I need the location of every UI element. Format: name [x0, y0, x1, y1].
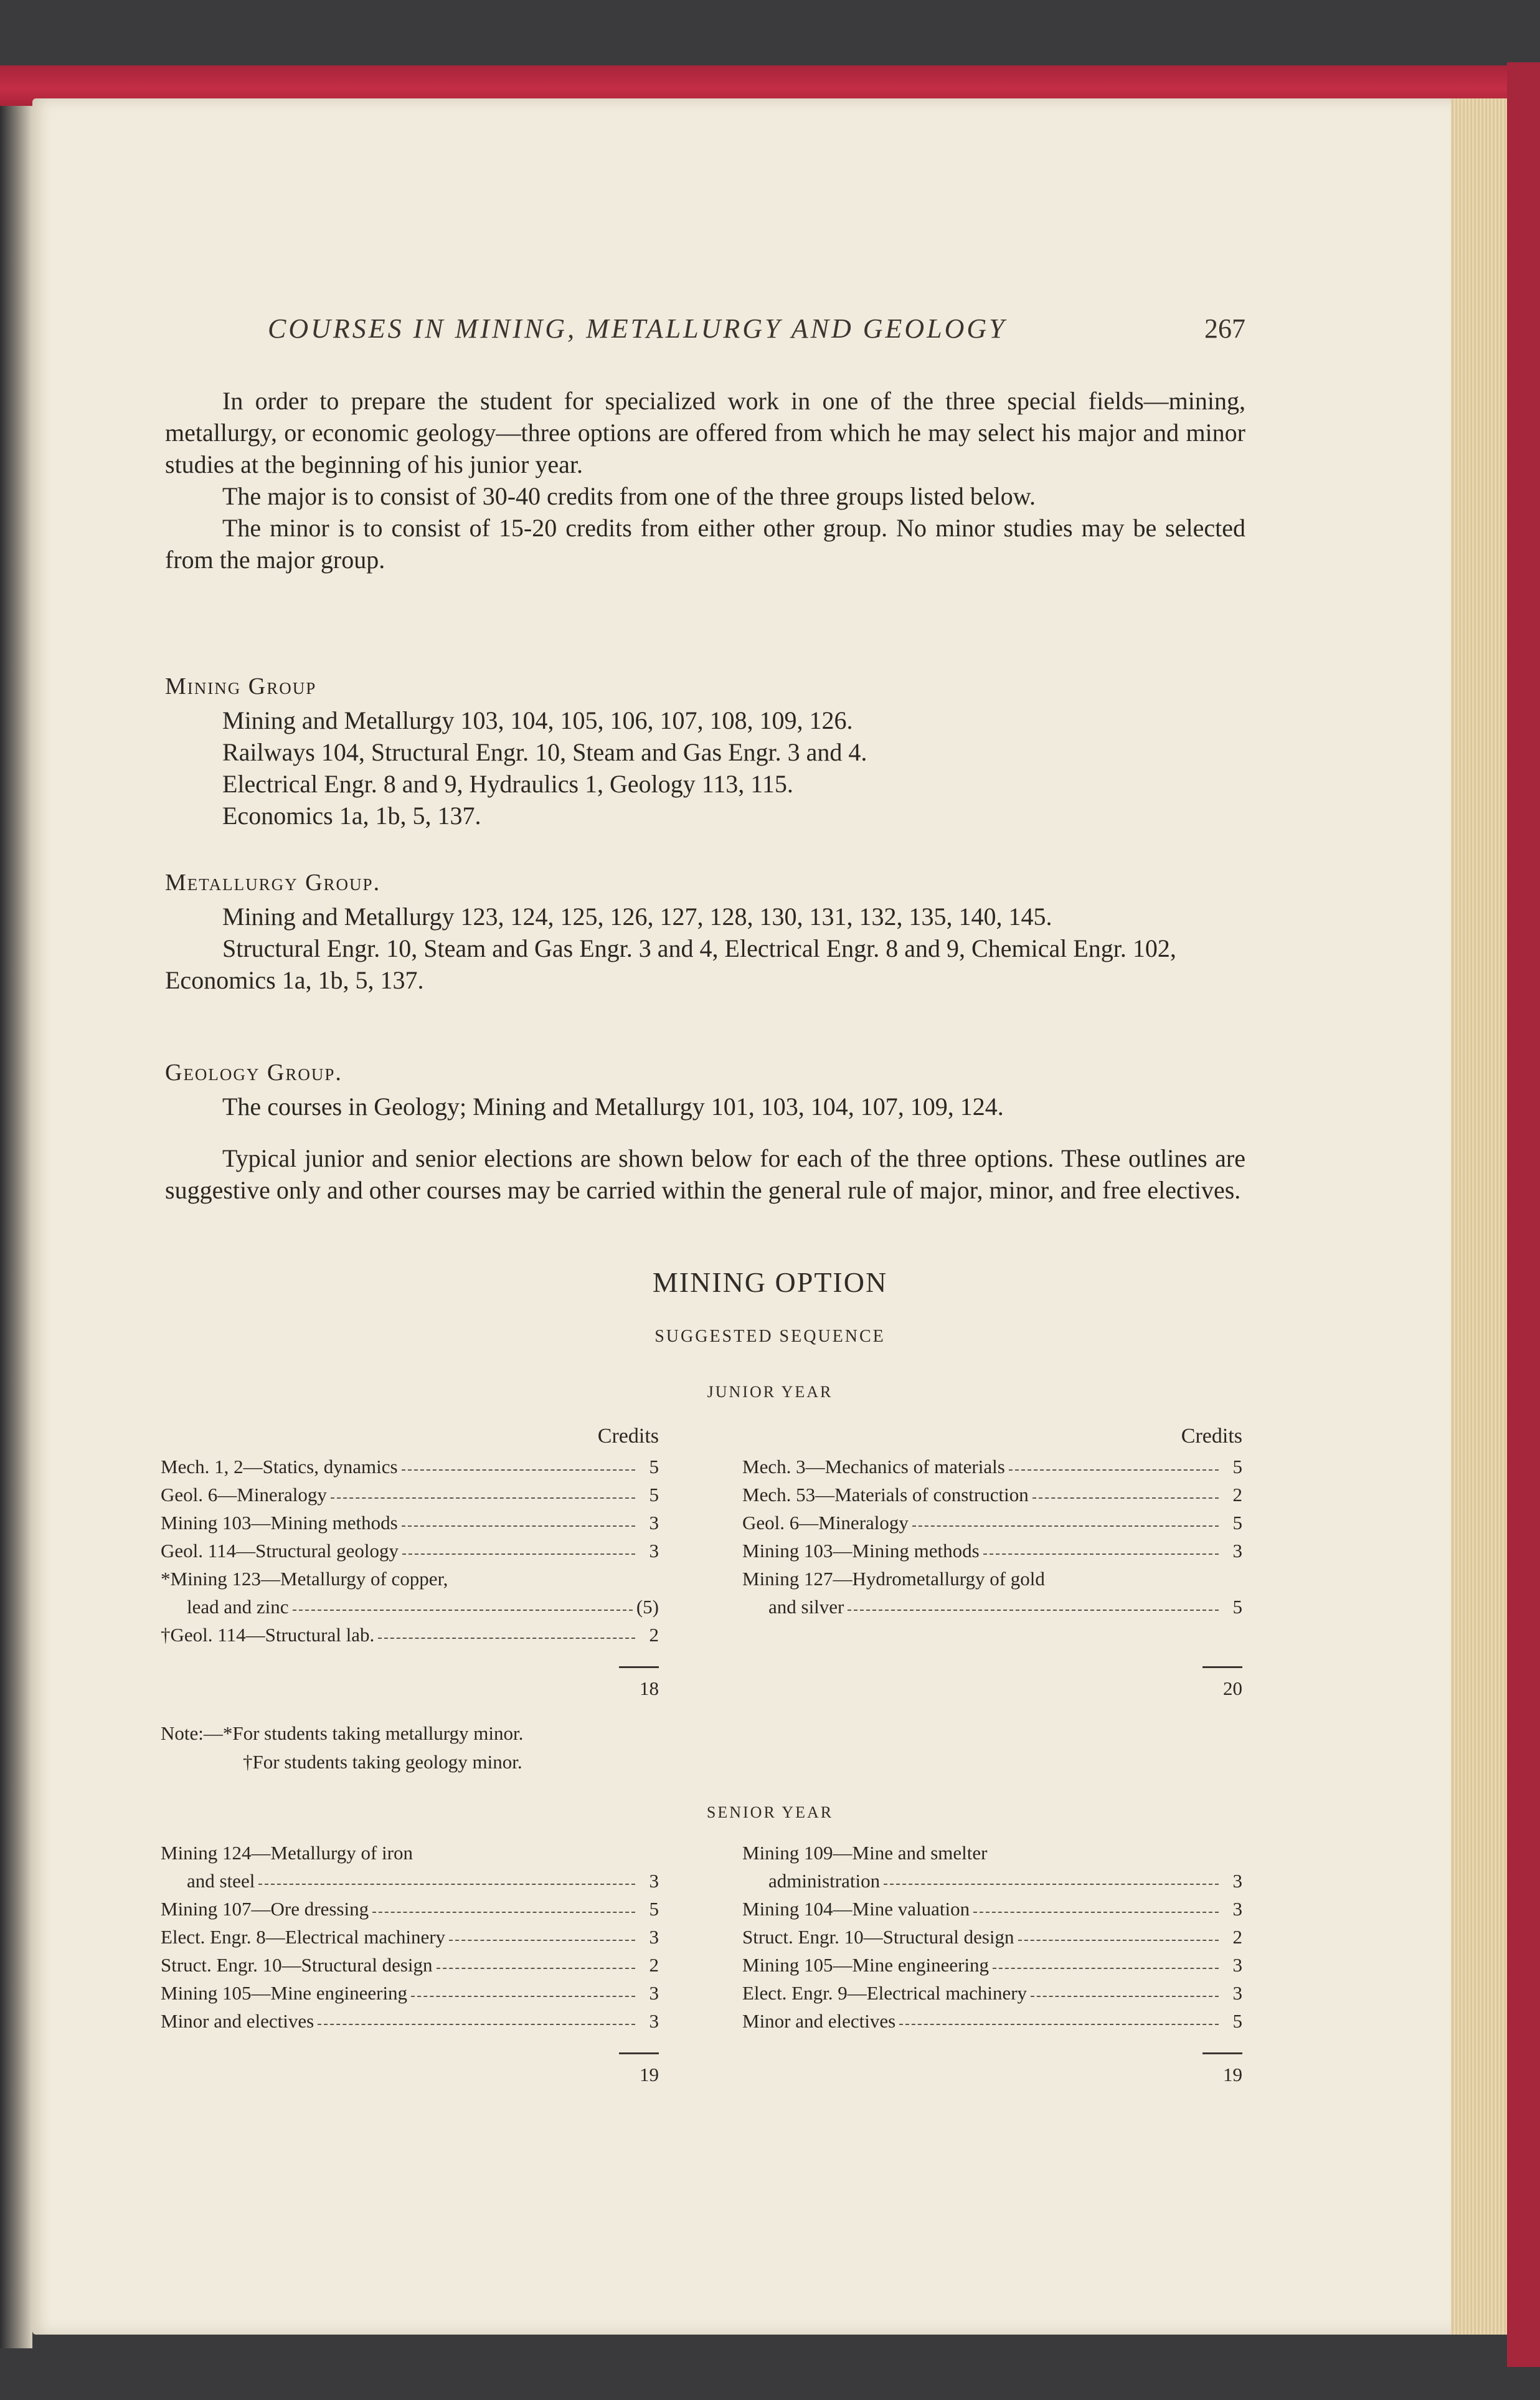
course-name: administration	[768, 1870, 881, 1892]
leader-dots	[1009, 1469, 1219, 1471]
course-row	[161, 1951, 659, 1979]
course-credits: 2	[649, 1954, 659, 1976]
mining-group-courses	[165, 704, 1245, 832]
course-credits: 2	[1232, 1484, 1242, 1506]
course-credits: 3	[649, 1870, 659, 1892]
course-row	[742, 1895, 1242, 1923]
course-name: Mining 103—Mining methods	[161, 1512, 398, 1534]
footnotes	[161, 1719, 523, 1776]
closing-paragraph: Typical junior and senior elections are shown below for each of the three options. These outlines are suggestive only and other courses may be carried within the general rule of major, minor, and free electives.	[165, 1144, 1245, 1204]
course-row	[742, 1923, 1242, 1951]
intro-paragraph: The minor is to consist of 15-20 credits from either other group. No minor studies may be selected from the major group.	[165, 514, 1245, 574]
course-credits: 5	[649, 1898, 659, 1920]
course-credits: 3	[1232, 1540, 1242, 1562]
course-row	[161, 1923, 659, 1951]
leader-dots	[331, 1497, 635, 1499]
course-row	[742, 1979, 1242, 2007]
running-head-title: COURSES IN MINING, METALLURGY AND GEOLOGY	[268, 313, 1007, 344]
course-credits: 3	[649, 1540, 659, 1562]
course-name: Mining 127—Hydrometallurgy of gold	[742, 1568, 1045, 1590]
leader-dots	[899, 2024, 1219, 2025]
course-credits: 5	[1232, 1596, 1242, 1618]
course-line: Economics 1a, 1b, 5, 137.	[222, 802, 481, 830]
course-line: Structural Engr. 10, Steam and Gas Engr. 3 and 4, Electrical Engr. 8 and 9, Chemical Engr. 102, Economics 1a, 1b, 5, 137.	[165, 934, 1176, 994]
course-credits: 3	[649, 2010, 659, 2032]
course-name: and steel	[187, 1870, 255, 1892]
leader-dots	[437, 1968, 635, 1969]
course-row	[161, 1481, 659, 1509]
leader-dots	[318, 2024, 635, 2025]
course-line: Railways 104, Structural Engr. 10, Steam and Gas Engr. 3 and 4.	[222, 738, 867, 766]
course-credits: 5	[649, 1484, 659, 1506]
course-row	[742, 1453, 1242, 1481]
intro-paragraph: In order to prepare the student for specialized work in one of the three special fields—mining, metallurgy, or economic geology—three options are offered from which he may select his major and minor studies at the beginning of his junior year.	[165, 387, 1245, 478]
course-name: Elect. Engr. 8—Electrical machinery	[161, 1926, 446, 1948]
leader-dots	[983, 1553, 1219, 1555]
course-name: Mining 124—Metallurgy of iron	[161, 1842, 413, 1864]
course-name: Struct. Engr. 10—Structural design	[161, 1954, 433, 1976]
leader-dots	[372, 1912, 635, 1913]
course-row	[742, 1951, 1242, 1979]
leader-dots	[848, 1610, 1219, 1611]
metallurgy-group-courses	[165, 901, 1245, 996]
footnote: †For students taking geology minor.	[243, 1751, 522, 1773]
running-head	[268, 313, 1245, 350]
course-credits: 3	[1232, 1898, 1242, 1920]
leader-dots	[1032, 1497, 1219, 1499]
course-name: Mining 107—Ore dressing	[161, 1898, 369, 1920]
closing-text	[165, 1142, 1245, 1206]
course-row	[161, 1839, 659, 1867]
senior-first-rows	[161, 1839, 659, 2035]
course-name: Mech. 3—Mechanics of materials	[742, 1456, 1005, 1477]
leader-dots	[258, 1884, 635, 1885]
course-row	[161, 1453, 659, 1481]
geology-group-heading: Geology Group.	[165, 1060, 342, 1086]
course-row	[161, 1621, 659, 1649]
course-name: †Geol. 114—Structural lab.	[161, 1624, 375, 1646]
leader-dots	[402, 1553, 635, 1555]
mining-group-heading: Mining Group	[165, 673, 317, 700]
course-row	[742, 1867, 1242, 1895]
course-row	[742, 2007, 1242, 2035]
senior-second-rows	[742, 1839, 1242, 2035]
course-credits: 3	[1232, 1954, 1242, 1976]
course-credits: 3	[1232, 1870, 1242, 1892]
course-name: and silver	[768, 1596, 844, 1618]
course-line: Mining and Metallurgy 103, 104, 105, 106, 107, 108, 109, 126.	[222, 706, 853, 734]
junior-second-total: 20	[1223, 1677, 1242, 1699]
junior-first-rows	[161, 1453, 659, 1649]
course-row	[742, 1565, 1242, 1593]
course-credits: 3	[1232, 1982, 1242, 2004]
course-line: Mining and Metallurgy 123, 124, 125, 126, 127, 128, 130, 131, 132, 135, 140, 145.	[222, 903, 1052, 931]
leader-dots	[912, 1525, 1219, 1527]
course-name: Mech. 53—Materials of construction	[742, 1484, 1029, 1506]
geology-group-courses	[165, 1091, 1245, 1122]
option-subtitle: SUGGESTED SEQUENCE	[654, 1327, 886, 1346]
course-name: lead and zinc	[187, 1596, 289, 1618]
junior-first-column	[161, 1420, 659, 1702]
course-name: Elect. Engr. 9—Electrical machinery	[742, 1982, 1027, 2004]
junior-second-rows	[742, 1453, 1242, 1621]
course-row	[161, 1593, 659, 1621]
course-name: Mining 104—Mine valuation	[742, 1898, 970, 1920]
credits-header: Credits	[1181, 1425, 1242, 1448]
leader-dots	[411, 1996, 635, 1997]
course-credits: 3	[649, 1926, 659, 1948]
course-row	[161, 1867, 659, 1895]
course-name: Minor and electives	[161, 2010, 314, 2032]
course-line: The courses in Geology; Mining and Metallurgy 101, 103, 104, 107, 109, 124.	[222, 1093, 1004, 1121]
senior-first-column	[161, 1839, 659, 2089]
page-number: 267	[1204, 313, 1245, 344]
course-credits: (5)	[636, 1596, 659, 1618]
course-name: Minor and electives	[742, 2010, 896, 2032]
course-row	[742, 1481, 1242, 1509]
leader-dots	[378, 1638, 635, 1639]
course-credits: 5	[1232, 1512, 1242, 1534]
course-name: Mining 109—Mine and smelter	[742, 1842, 988, 1864]
course-row	[161, 1979, 659, 2007]
course-row	[161, 1895, 659, 1923]
course-row	[161, 1565, 659, 1593]
leader-dots	[1031, 1996, 1219, 1997]
course-row	[161, 2007, 659, 2035]
senior-second-total: 19	[1223, 2064, 1242, 2085]
intro-text	[165, 385, 1245, 576]
total-rule	[619, 2052, 659, 2054]
course-credits: 3	[649, 1512, 659, 1534]
course-credits: 2	[1232, 1926, 1242, 1948]
course-row	[742, 1509, 1242, 1537]
credits-header: Credits	[597, 1425, 659, 1448]
course-row	[161, 1537, 659, 1565]
senior-first-total: 19	[640, 2064, 659, 2085]
junior-year-heading: JUNIOR YEAR	[707, 1383, 833, 1401]
course-name: *Mining 123—Metallurgy of copper,	[161, 1568, 448, 1590]
course-name: Geol. 6—Mineralogy	[742, 1512, 909, 1534]
leader-dots	[884, 1884, 1219, 1885]
leader-dots	[402, 1525, 635, 1527]
course-credits: 5	[649, 1456, 659, 1477]
intro-paragraph: The major is to consist of 30-40 credits from one of the three groups listed below.	[222, 482, 1036, 510]
option-title: MINING OPTION	[652, 1266, 888, 1298]
course-row	[742, 1593, 1242, 1621]
course-name: Mining 105—Mine engineering	[742, 1954, 990, 1976]
total-rule	[619, 1666, 659, 1668]
senior-second-column	[742, 1839, 1242, 2089]
course-row	[742, 1839, 1242, 1867]
course-credits: 5	[1232, 2010, 1242, 2032]
course-name: Geol. 6—Mineralogy	[161, 1484, 327, 1506]
total-rule	[1202, 1666, 1242, 1668]
junior-second-column	[742, 1420, 1242, 1702]
leader-dots	[973, 1912, 1219, 1913]
course-name: Geol. 114—Structural geology	[161, 1540, 399, 1562]
total-rule	[1202, 2052, 1242, 2054]
course-name: Mech. 1, 2—Statics, dynamics	[161, 1456, 398, 1477]
leader-dots	[993, 1968, 1219, 1969]
junior-first-total: 18	[640, 1677, 659, 1699]
course-row	[161, 1509, 659, 1537]
course-credits: 2	[649, 1624, 659, 1646]
leader-dots	[1018, 1940, 1219, 1941]
footnote: Note:—*For students taking metallurgy minor.	[161, 1722, 524, 1744]
leader-dots	[449, 1940, 635, 1941]
course-credits: 5	[1232, 1456, 1242, 1477]
leader-dots	[293, 1610, 633, 1611]
course-name: Struct. Engr. 10—Structural design	[742, 1926, 1014, 1948]
course-name: Mining 103—Mining methods	[742, 1540, 980, 1562]
senior-year-heading: SENIOR YEAR	[706, 1803, 834, 1821]
course-line: Electrical Engr. 8 and 9, Hydraulics 1, Geology 113, 115.	[222, 770, 793, 798]
course-name: Mining 105—Mine engineering	[161, 1982, 408, 2004]
metallurgy-group-heading: Metallurgy Group.	[165, 870, 381, 896]
course-row	[742, 1537, 1242, 1565]
course-credits: 3	[649, 1982, 659, 2004]
leader-dots	[402, 1469, 635, 1471]
